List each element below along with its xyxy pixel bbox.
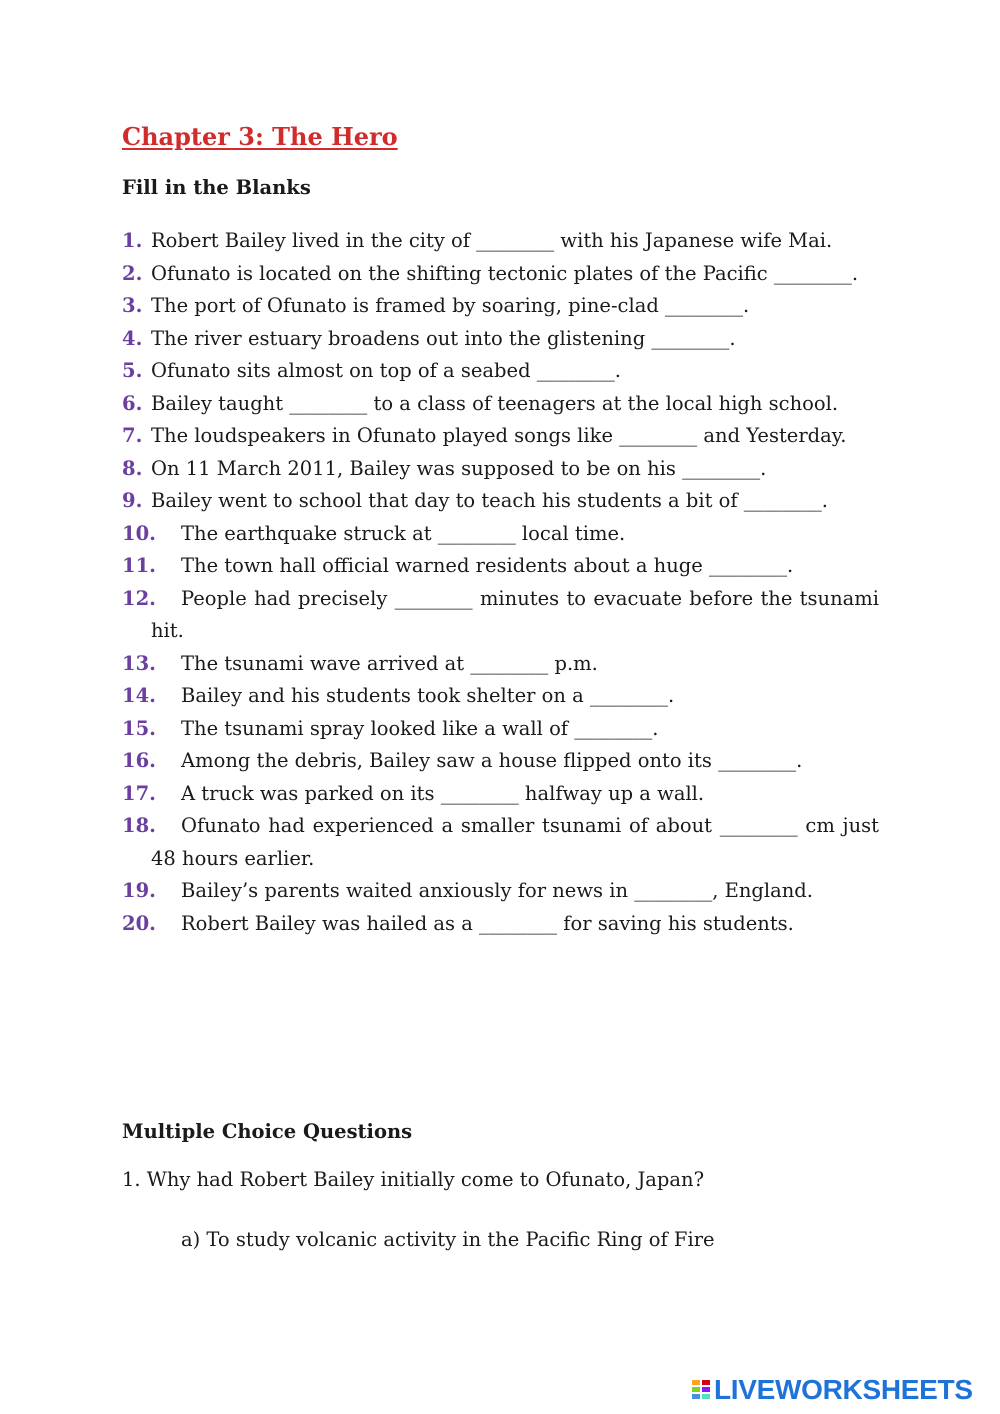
item-number: 12. bbox=[122, 586, 156, 610]
item-number: 8. bbox=[122, 456, 143, 480]
fill-in-blank-item bbox=[122, 810, 879, 875]
item-text: The tsunami wave arrived at ________ p.m. bbox=[181, 651, 598, 675]
fill-in-blank-item bbox=[122, 323, 879, 356]
fill-in-blank-item bbox=[122, 258, 879, 291]
liveworksheets-wordmark: LIVEWORKSHEETS bbox=[714, 1374, 973, 1405]
fill-in-blank-item bbox=[122, 778, 879, 811]
item-number: 13. bbox=[122, 651, 156, 675]
fill-in-blank-item bbox=[122, 518, 879, 551]
mcq-heading: Multiple Choice Questions bbox=[122, 1120, 413, 1143]
item-number: 10. bbox=[122, 521, 156, 545]
liveworksheets-brand bbox=[692, 1373, 973, 1407]
fill-in-blank-item bbox=[122, 745, 879, 778]
fill-in-blank-item bbox=[122, 355, 879, 388]
item-text: The town hall official warned residents about a huge ________. bbox=[181, 554, 794, 577]
fill-in-blank-item bbox=[122, 225, 879, 258]
item-text: A truck was parked on its ________ halfway up a wall. bbox=[181, 781, 705, 805]
item-text: The tsunami spray looked like a wall of ________. bbox=[181, 716, 659, 740]
fill-in-blank-item bbox=[122, 713, 879, 746]
fill-in-blanks-list bbox=[122, 225, 879, 940]
item-number: 4. bbox=[122, 326, 143, 350]
item-text: Among the debris, Bailey saw a house flipped onto its ________. bbox=[181, 749, 803, 772]
item-number: 7. bbox=[122, 424, 143, 447]
item-number: 20. bbox=[122, 911, 156, 935]
item-number: 6. bbox=[122, 391, 143, 415]
fill-in-blank-item bbox=[122, 648, 879, 681]
fill-in-blank-item bbox=[122, 908, 879, 941]
fill-in-blank-item bbox=[122, 550, 879, 583]
item-number: 16. bbox=[122, 749, 156, 772]
mcq-question-1: 1. Why had Robert Bailey initially come to Ofunato, Japan? bbox=[122, 1168, 705, 1191]
item-number: 18. bbox=[122, 814, 156, 837]
item-number: 15. bbox=[122, 716, 156, 740]
item-number: 1. bbox=[122, 229, 143, 252]
item-text: Ofunato sits almost on top of a seabed ________. bbox=[151, 359, 621, 382]
item-number: 14. bbox=[122, 684, 156, 707]
item-text: Bailey went to school that day to teach his students a bit of ________. bbox=[151, 489, 828, 512]
fill-in-blank-item bbox=[122, 583, 879, 648]
item-number: 9. bbox=[122, 489, 143, 512]
item-text: Ofunato had experienced a smaller tsunami of about ________ cm just 48 hours earlier. bbox=[151, 814, 879, 870]
item-text: The loudspeakers in Ofunato played songs like ________ and Yesterday. bbox=[151, 424, 847, 447]
item-number: 11. bbox=[122, 554, 156, 577]
fill-in-blank-item bbox=[122, 680, 879, 713]
mcq-option-a[interactable]: a) To study volcanic activity in the Pacific Ring of Fire bbox=[181, 1228, 715, 1251]
item-text: The river estuary broadens out into the glistening ________. bbox=[151, 326, 736, 350]
item-text: The port of Ofunato is framed by soaring, pine-clad ________. bbox=[151, 294, 750, 317]
item-text: Robert Bailey was hailed as a ________ for saving his students. bbox=[181, 911, 794, 935]
item-text: Robert Bailey lived in the city of ________ with his Japanese wife Mai. bbox=[151, 229, 833, 252]
fill-in-blank-item bbox=[122, 875, 879, 908]
item-text: Bailey taught ________ to a class of teenagers at the local high school. bbox=[151, 391, 839, 415]
item-text: Bailey’s parents waited anxiously for news in ________, England. bbox=[181, 879, 813, 902]
item-text: People had precisely ________ minutes to evacuate before the tsunami hit. bbox=[151, 586, 879, 642]
fill-in-blanks-heading: Fill in the Blanks bbox=[122, 176, 311, 199]
fill-in-blank-item bbox=[122, 388, 879, 421]
item-number: 2. bbox=[122, 261, 143, 285]
fill-in-blank-item bbox=[122, 290, 879, 323]
item-text: On 11 March 2011, Bailey was supposed to be on his ________. bbox=[151, 456, 767, 480]
item-text: The earthquake struck at ________ local time. bbox=[181, 521, 626, 545]
chapter-title: Chapter 3: The Hero bbox=[122, 122, 398, 151]
item-number: 17. bbox=[122, 781, 156, 805]
fill-in-blank-item bbox=[122, 485, 879, 518]
fill-in-blank-item bbox=[122, 420, 879, 453]
fill-in-blank-item bbox=[122, 453, 879, 486]
item-number: 5. bbox=[122, 359, 143, 382]
item-number: 3. bbox=[122, 294, 143, 317]
item-text: Bailey and his students took shelter on a ________. bbox=[181, 684, 675, 707]
liveworksheets-logo-icon bbox=[692, 1378, 710, 1402]
item-number: 19. bbox=[122, 879, 156, 902]
item-text: Ofunato is located on the shifting tectonic plates of the Pacific ________. bbox=[151, 261, 859, 285]
